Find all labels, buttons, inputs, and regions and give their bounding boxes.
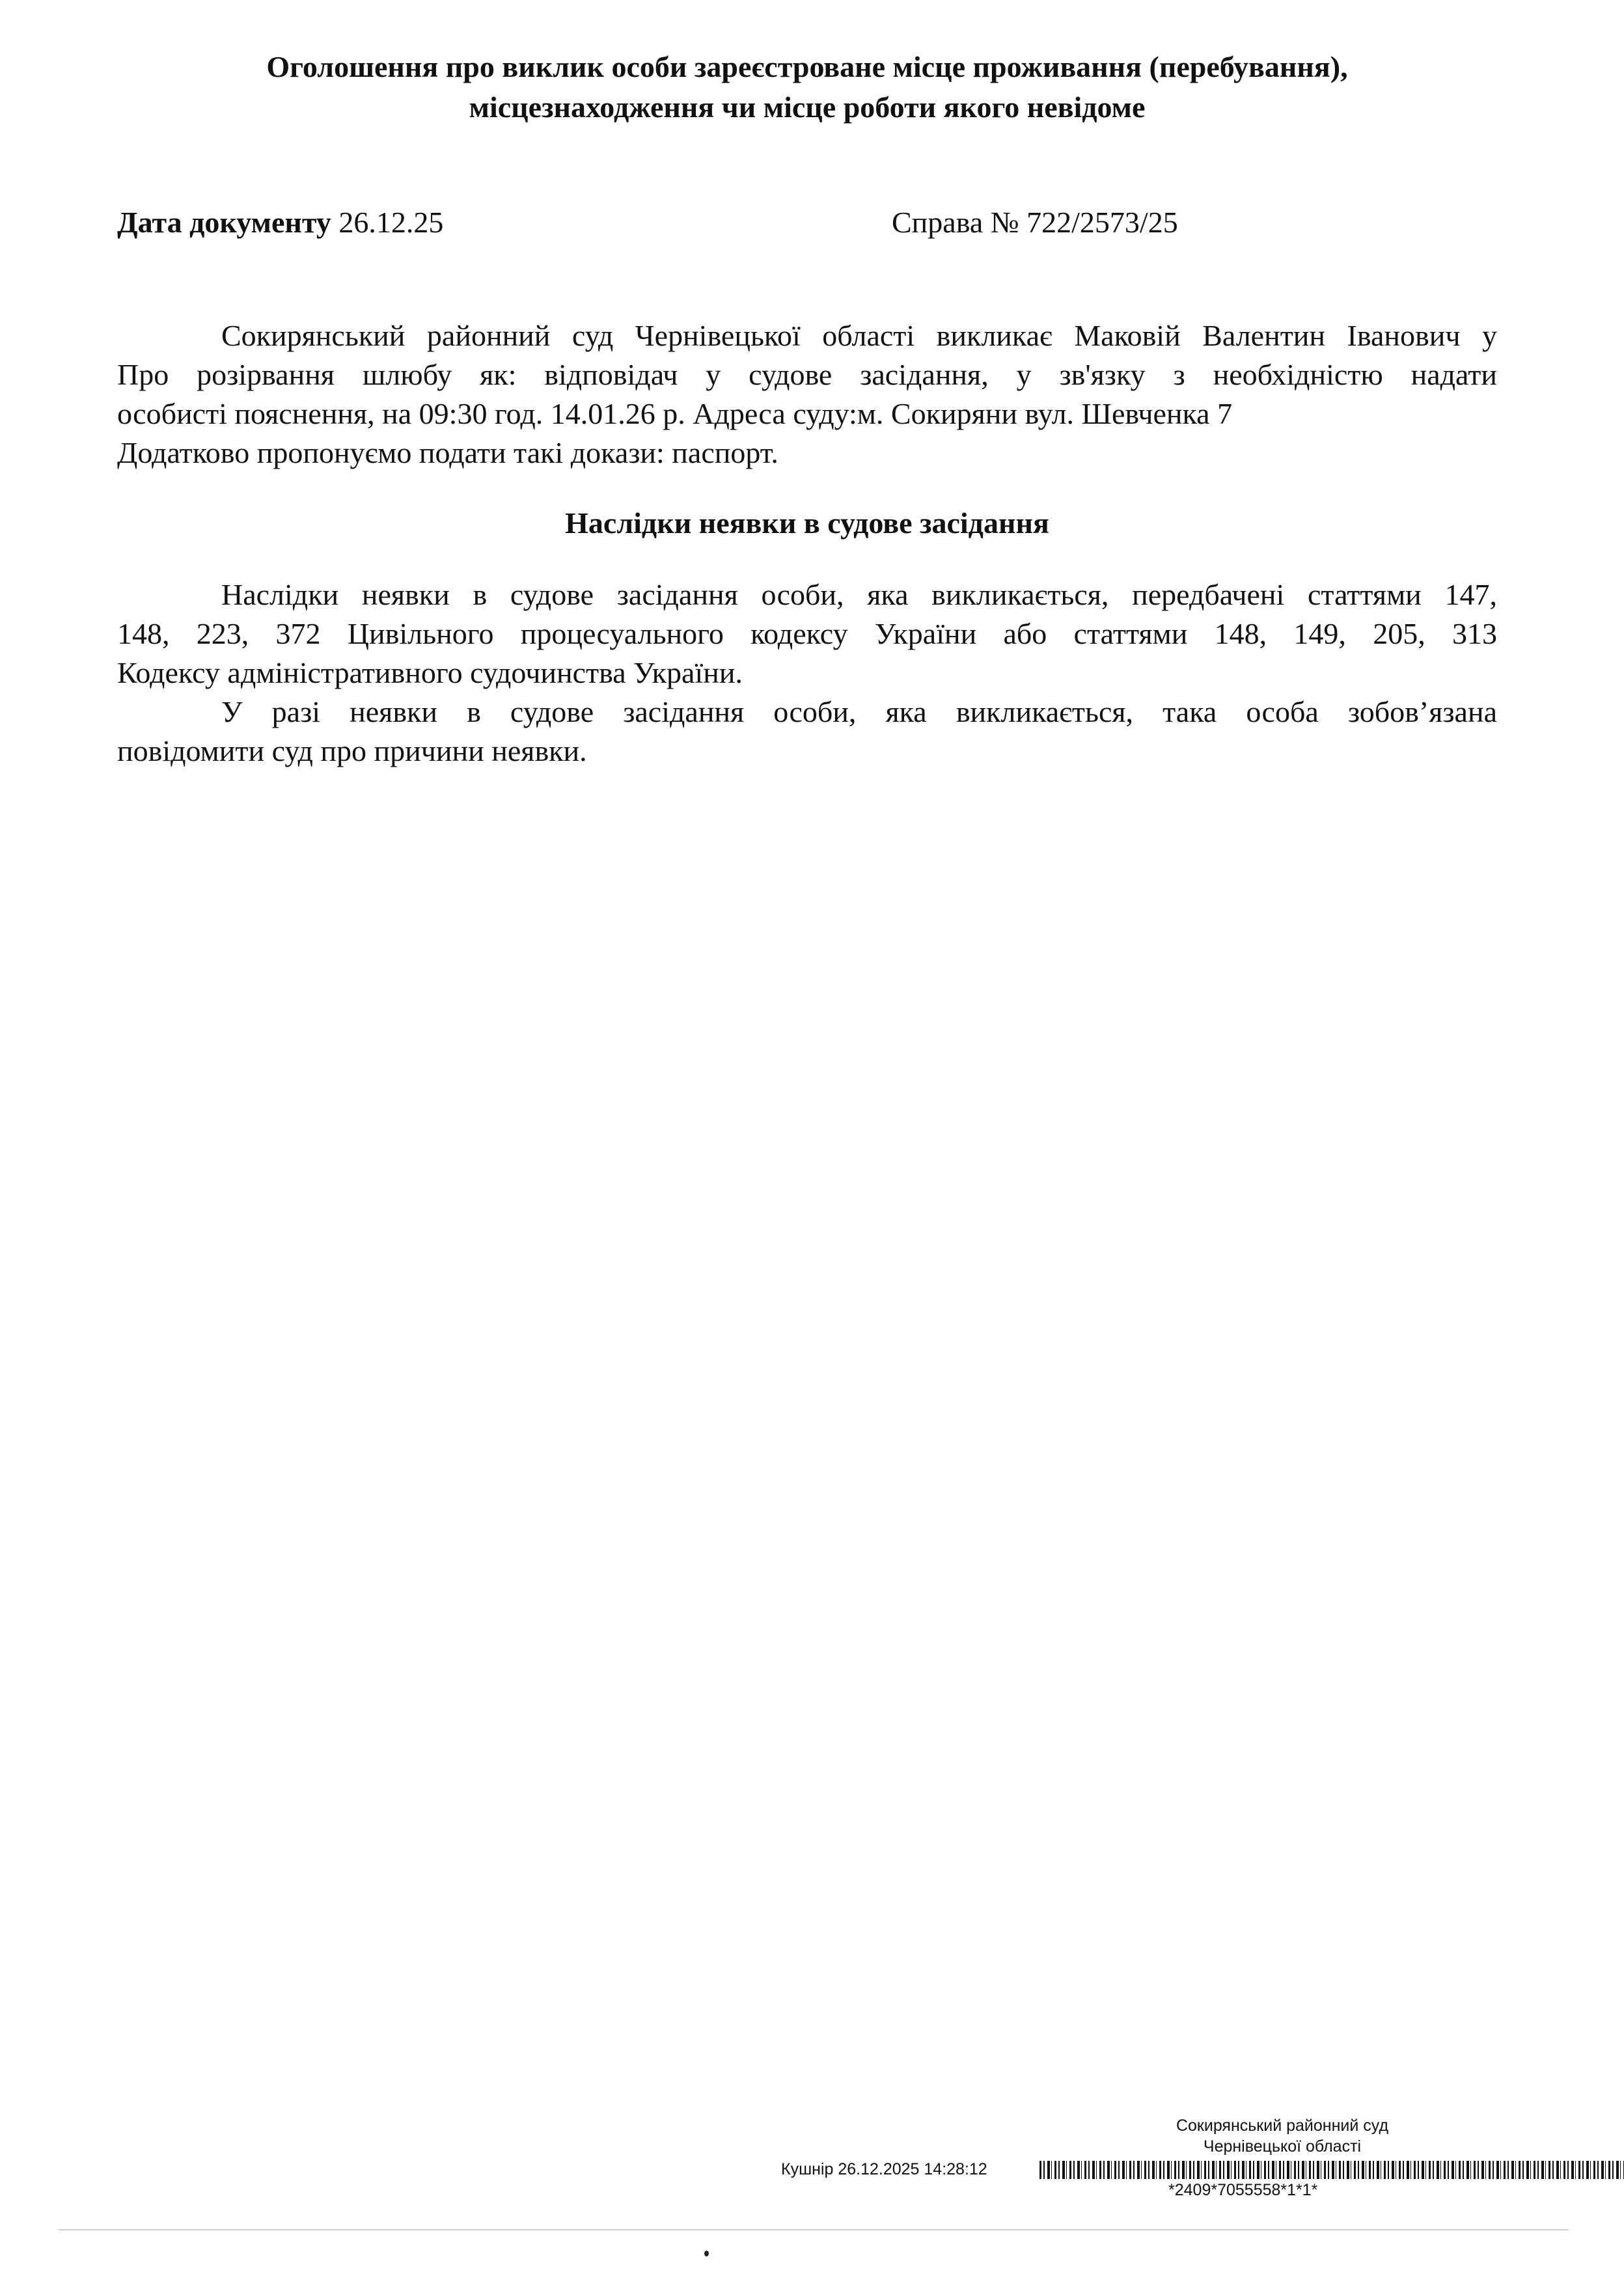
case-label: Справа № [892, 206, 1019, 239]
case-number [892, 203, 1178, 242]
consequences-paragraph-2 [117, 692, 1497, 771]
consequences-line: Наслідки неявки в судове засідання особи, яка викликається, передбачені статтями 147, [221, 578, 1497, 611]
consequences-paragraph-1 [117, 575, 1497, 692]
date-label: Дата документу [117, 206, 331, 239]
consequences-line: повідомити суд про причини неявки. [117, 734, 587, 767]
barcode [1039, 2161, 1624, 2179]
scan-edge-line [59, 2229, 1569, 2230]
summons-line: Сокирянський районний суд Чернівецької області викликає Маковій Валентин Іванович у [221, 319, 1497, 352]
stamp-signer: Кушнір 26.12.2025 14:28:12 [781, 2160, 987, 2178]
stamp-court-line-2: Чернівецької області [1203, 2137, 1362, 2156]
summons-line: особисті пояснення, на 09:30 год. 14.01.26 р. Адреса суду:м. Сокиряни вул. Шевченка 7 [117, 397, 1233, 430]
stamp-court [1133, 2115, 1432, 2157]
date-value: 26.12.25 [338, 206, 444, 239]
consequences-heading: Наслідки неявки в судове засідання [565, 506, 1049, 540]
document-date [117, 203, 443, 242]
document-title [117, 47, 1497, 128]
scan-dot [704, 2251, 709, 2256]
title-line-1: Оголошення про виклик особи зареєстроване місце проживання (перебування), [266, 50, 1348, 83]
stamp-code: *2409*7055558*1*1* [1168, 2181, 1318, 2199]
summons-line: Додатково пропонуємо подати такі докази: паспорт. [117, 436, 778, 469]
consequences-line: Кодексу адміністративного судочинства України. [117, 656, 743, 689]
title-line-2: місцезнаходження чи місце роботи якого невідоме [469, 90, 1146, 124]
stamp-court-line-1: Сокирянський районний суд [1176, 2117, 1389, 2135]
summons-paragraph [117, 316, 1497, 473]
case-value: 722/2573/25 [1026, 206, 1178, 239]
consequences-line: 148, 223, 372 Цивільного процесуального кодексу України або статтями 148, 149, 205, 313 [117, 617, 1497, 650]
consequences-line: У разі неявки в судове засідання особи, яка викликається, така особа зобов’язана [221, 695, 1497, 728]
summons-line: Про розірвання шлюбу як: відповідач у судове засідання, у зв'язку з необхідністю надати [117, 358, 1497, 391]
